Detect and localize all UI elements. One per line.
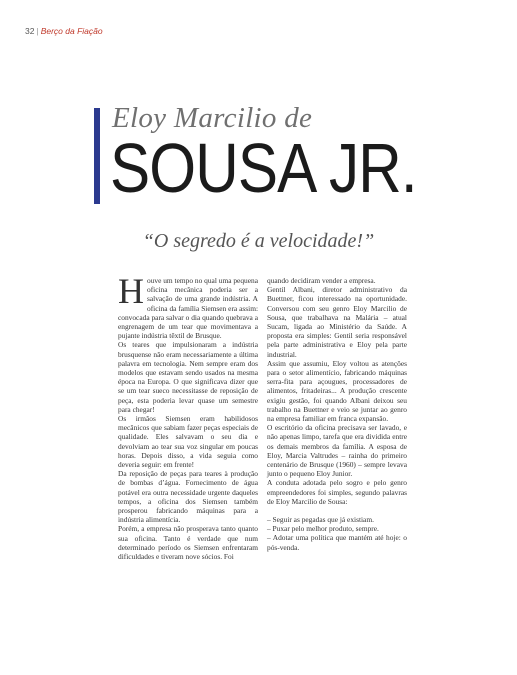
- pull-quote: “O segredo é a velocidade!”: [142, 230, 375, 252]
- paragraph: Os teares que impulsionaram a indústria brusquense não eram necessariamente a última palavra em tecnologia. Nem sempre eram dos modelos que estavam sendo usados na mesma época na Europa. O que significava dizer que se um tear sueco necessitasse de reposição de peça, esta poderia levar quase um semestre para chegar!: [118, 340, 258, 414]
- conduct-list: [267, 515, 407, 552]
- paragraph: Assim que assumiu, Eloy voltou as atenções para o setor alimentício, fabricando máquinas serra-fita para açougues, processadores de alimentos, fritadeiras... A produção crescente exigiu gestão, foi quando Albani deixou seu trabalho na Buettner e veio se juntar ao genro na empresa familiar em franca expansão.: [267, 358, 407, 424]
- paragraph: Os irmãos Siemsen eram habilidosos mecânicos que sabiam fazer peças especiais de qualidade. Eles salvavam o seu dia e devolviam ao tear sua voz singular em poucas horas. Depois disso, a vida seguia como deveria seguir: em frente!: [118, 414, 258, 470]
- list-item: – Puxar pelo melhor produto, sempre.: [267, 524, 379, 534]
- header-separator: |: [36, 26, 39, 36]
- paragraph: Gentil Albani, diretor administrativo da Buettner, ficou interessado na oportunidade. Conversou com seu genro Eloy Marcilio de Sousa, que trabalhava na Malária – atual Sucam, ligada ao Ministério da Saúde. A proposta era simples: Gentil seria responsável pela parte administrativa e Eloy pela parte industrial.: [267, 285, 407, 359]
- page-title: SOUSA JR.: [110, 129, 417, 207]
- paragraph: Da reposição de peças para teares à produção de bombas d’água. Fornecimento de água potável era outra necessidade urgente daqueles tempos, a oficina dos Siemsen também prosperou fabricando máquinas para a indústria alimentícia.: [118, 469, 258, 525]
- page-header: [25, 26, 103, 36]
- article-right-column: [267, 276, 407, 552]
- title-first-line: Eloy Marcilio de: [112, 102, 313, 134]
- paragraph: Porém, a empresa não prosperava tanto quanto sua oficina. Tanto é verdade que num determinado período os Siemsen enfrentaram dificuldades e tiveram nove sócios. Foi: [118, 524, 258, 562]
- paragraph: quando decidiram vender a empresa.: [267, 276, 376, 285]
- paragraph: ouve um tempo no qual uma pequena oficina mecânica poderia ser a salvação de uma grande indústria. A oficina da família Siemsen era assim: convocada para salvar o dia quando quebrava a engrenagem de um tear que movimentava a pujante indústria têxtil de Brusque.: [118, 276, 258, 341]
- page-number: 32: [25, 26, 35, 36]
- section-name: Berço da Fiação: [40, 26, 103, 36]
- title-accent-bar: [94, 108, 100, 204]
- drop-cap: H: [118, 271, 144, 311]
- paragraph: A conduta adotada pelo sogro e pelo genro empreendedores foi simples, segundo palavras de Eloy Marcilio de Sousa:: [267, 478, 407, 506]
- list-item: – Adotar uma política que mantém até hoje: o pós-venda.: [267, 533, 407, 552]
- article-left-column: [118, 271, 258, 562]
- list-item: – Seguir as pegadas que já existiam.: [267, 515, 374, 525]
- paragraph: O escritório da oficina precisava ser lavado, e não apenas limpo, tarefa que era dividida entre os demais membros da família. A esposa de Eloy, Marcia Valtrudes – rainha do primeiro centenário de Brusque (1960) – sempre levava junto o pequeno Eloy Junior.: [267, 423, 407, 479]
